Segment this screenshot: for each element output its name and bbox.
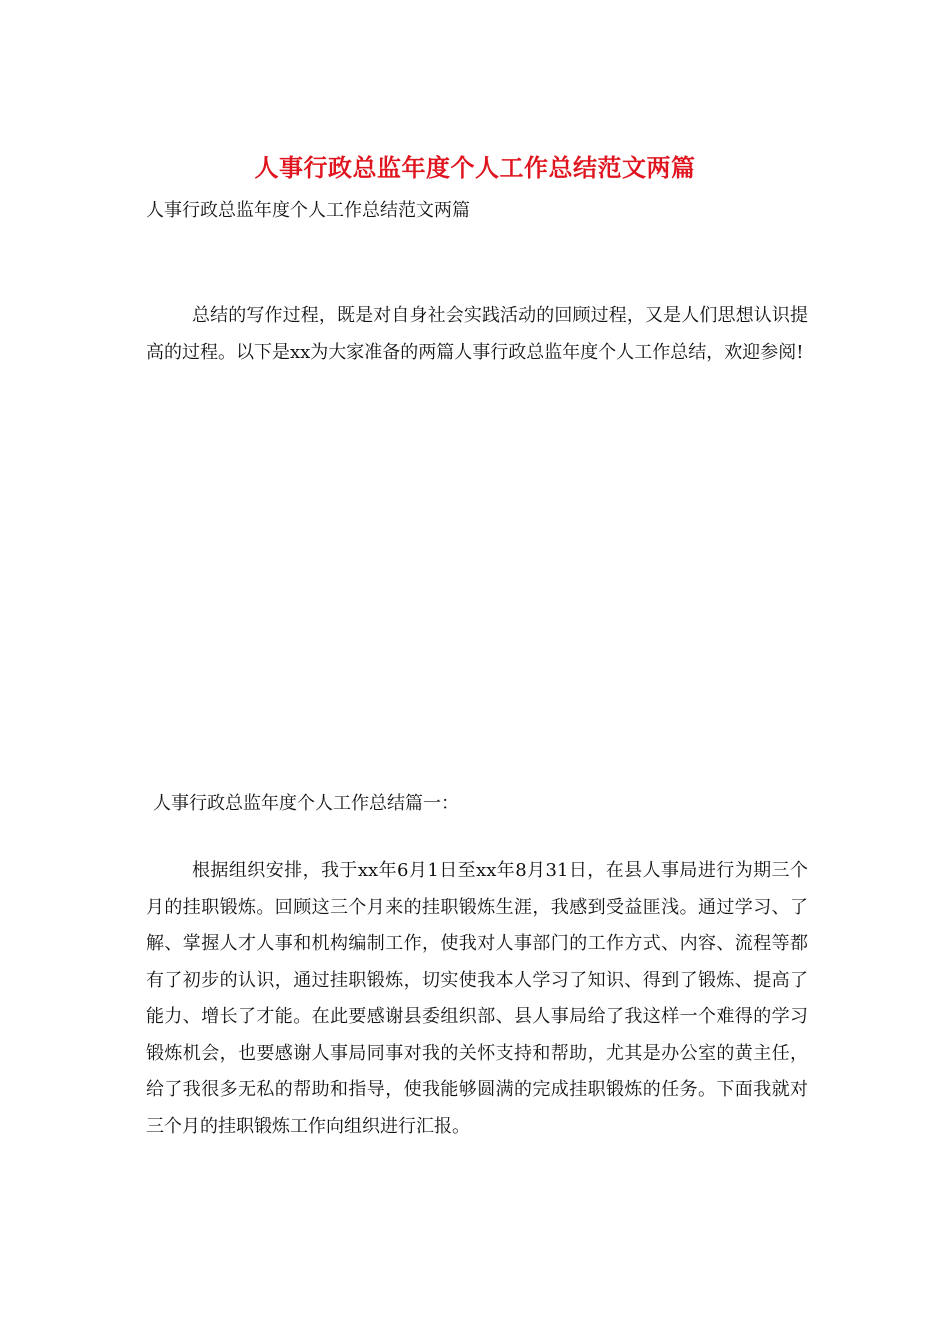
section-one-paragraph: 根据组织安排，我于xx年6月1日至xx年8月31日，在县人事局进行为期三个月的挂职锻炼。回顾这三个月来的挂职锻炼生涯，我感到受益匪浅。通过学习、了解、掌握人才人事和机构编制工作，使我对人事部门的工作方式、内容、流程等都有了初步的认识，通过挂职锻炼，切实使我本人学习了知识、得到了锻炼、提高了能力、增长了才能。在此要感谢县委组织部、县人事局给了我这样一个难得的学习锻炼机会，也要感谢人事局同事对我的关怀支持和帮助，尤其是办公室的黄主任，给了我很多无私的帮助和指导，使我能够圆满的完成挂职锻炼的任务。下面我就对三个月的挂职锻炼工作向组织进行汇报。 [146, 860, 808, 1137]
document-title: 人事行政总监年度个人工作总结范文两篇 [254, 153, 696, 182]
document-subtitle: 人事行政总监年度个人工作总结范文两篇 [146, 200, 470, 221]
intro-paragraph: 总结的写作过程，既是对自身社会实践活动的回顾过程，又是人们思想认识提高的过程。以下是xx为大家准备的两篇人事行政总监年度个人工作总结，欢迎参阅! [146, 305, 808, 363]
section-one-heading: 人事行政总监年度个人工作总结篇一： [153, 793, 459, 814]
